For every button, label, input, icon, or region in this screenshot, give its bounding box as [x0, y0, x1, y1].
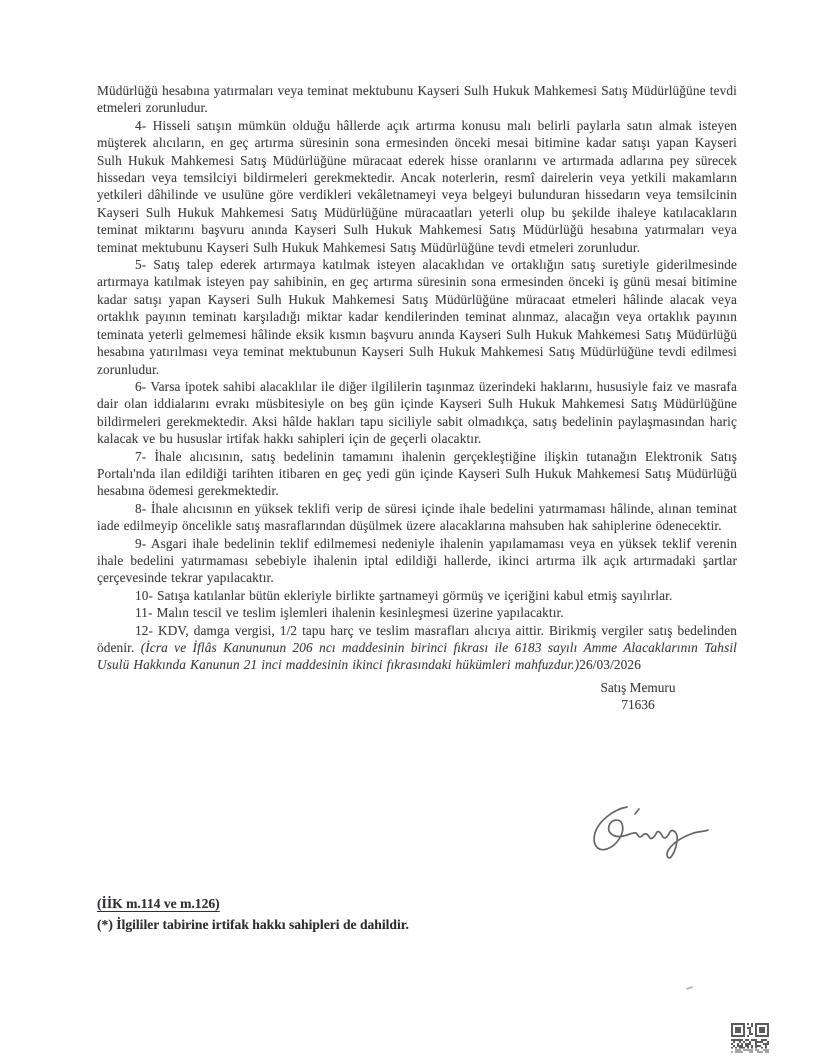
signature-title: Satış Memuru — [600, 679, 676, 695]
document-page — [97, 82, 737, 714]
paragraph-11: 11- Malın tescil ve teslim işlemleri ihalenin kesinleşmesi üzerine yapılacaktır. — [135, 605, 564, 621]
paragraph-continued: Müdürlüğü hesabına yatırmaları veya teminat mektubunu Kayseri Sulh Hukuk Mahkemesi Satış Müdürlüğüne tevdi etmeleri zorunludur. — [97, 83, 737, 116]
paragraph-6: 6- Varsa ipotek sahibi alacaklılar ile diğer ilgililerin taşınmaz üzerindeki haklarını, hususiyle faiz ve masrafa dair olan iddialarını evrakı müsbitesiyle on beş gün içinde Kayseri Sulh Hukuk Mahkemesi Satış Müdürlüğüne bildirmeleri gerekmektedir. Aksi hâlde hakları tapu siciliyle sabit olmadıkça, satış bedelinin paylaşmasından hariç kalacak ve bu hususlar irtifak hakkı sahipleri için de geçerli olacaktır. — [97, 378, 737, 447]
paragraph-7: 7- İhale alıcısının, satış bedelinin tamamını ihalenin gerçekleştiğine ilişkin tutanağın Elektronik Satış Portalı'nda ilan edildiği tarihten itibaren en geç yedi gün içinde Kayseri Sulh Hukuk Mahkemesi Satış Müdürlüğü hesabına ödemesi gerekmektedir. — [97, 448, 737, 499]
footnotes — [97, 893, 737, 935]
signature-block — [533, 679, 743, 714]
signature-registry-number: 71636 — [621, 697, 655, 713]
paragraph-12-italic-law-note: (İcra ve İflâs Kanununun 206 ncı maddesinin birinci fıkrası ile 6183 sayılı Amme Alacaklarının Tahsil Usulü Hakkında Kanunun 21 inci maddesinin ikinci fıkrasındaki hükümleri mahfuzdur.) — [97, 640, 737, 673]
paragraph-8: 8- İhale alıcısının en yüksek teklifi verip de süresi içinde ihale bedelini yatırmaması hâlinde, alınan teminat iade edilmeyip öncelikle satış masraflarından düşülmek üzere alacaklarına mahsuben hak sahiplerine ödenecektir. — [97, 500, 737, 534]
paragraph-10: 10- Satışa katılanlar bütün ekleriyle birlikte şartnameyi görmüş ve içeriğini kabul etmiş sayılırlar. — [135, 587, 673, 603]
paragraph-12 — [97, 622, 737, 674]
paragraph-5: 5- Satış talep ederek artırmaya katılmak isteyen alacaklıdan ve ortaklığın satış suretiyle giderilmesinde artırmaya katılmak isteyen pay sahibinin, en geç artırma süresinin sona ermesinden önceki iş günü mesai bitimine kadar satışı yapan Kayseri Sulh Hukuk Mahkemesi Satış Müdürlüğüne müracaat etmeleri hâlinde alacak veya ortaklık payının teminatı karşıladığı miktar kadar kendilerinden teminat alınmaz, alacağın veya ortaklık payının teminata yeterli gelmemesi hâlinde eksik kısmın başvuru anında Kayseri Sulh Hukuk Mahkemesi Satış Müdürlüğü hesabına yatırılması veya teminat mektubunun Kayseri Sulh Hukuk Mahkemesi Satış Müdürlüğüne tevdi edilmesi zorunludur. — [97, 257, 737, 377]
paragraph-12-normal: 12- KDV, damga vergisi, 1/2 tapu harç ve teslim masrafları alıcıya aittir. Birikmiş vergiler satış bedelinden ödenir. — [97, 622, 737, 655]
scan-artifact — [686, 986, 693, 990]
document-body — [97, 82, 737, 674]
handwritten-signature — [581, 800, 721, 868]
paragraph-12-date: 26/03/2026 — [579, 657, 641, 673]
qr-code — [731, 1023, 769, 1053]
footnote-law-reference: (İİK m.114 ve m.126) — [97, 896, 220, 911]
paragraph-9: 9- Asgari ihale bedelinin teklif edilmemesi nedeniyle ihalenin yapılamaması veya en yüksek teklif verenin ihale bedelini yatırmaması sebebiyle ihalenin iptal edildiği hallerde, ikinci artırma ilk açık artırmadaki şartlar çerçevesinde tekrar yapılacaktır. — [97, 535, 737, 586]
footnote-asterisk-note: (*) İlgililer tabirine irtifak hakkı sahipleri de dahildir. — [97, 917, 409, 932]
paragraph-4: 4- Hisseli satışın mümkün olduğu hâllerde açık artırma konusu malı belirli paylarla satın almak isteyen müşterek alıcıların, en geç artırma süresinin sona ermesinden önceki mesai bitimine kadar satışı yapan Kayseri Sulh Hukuk Mahkemesi Satış Müdürlüğüne müracaat ederek hisse oranlarını ve artırmada adlarına pey sürecek hissedarı veya temsilciyi bildirmeleri gerekmektedir. Ancak noterlerin, resmî dairelerin veya yetkili makamların yetkileri dâhilinde ve usulüne göre verdikleri vekâletnameyi veya belgeyi bulunduran hissedarın veya temsilcinin Kayseri Sulh Hukuk Mahkemesi Satış Müdürlüğüne müracaatları yeterli olup bu şekilde ihaleye katılacakların teminat miktarını başvuru anında Kayseri Sulh Hukuk Mahkemesi Satış Müdürlüğü hesabına yatırmaları veya teminat mektubunu Kayseri Sulh Hukuk Mahkemesi Satış Müdürlüğüne tevdi etmeleri zorunludur. — [97, 117, 737, 255]
